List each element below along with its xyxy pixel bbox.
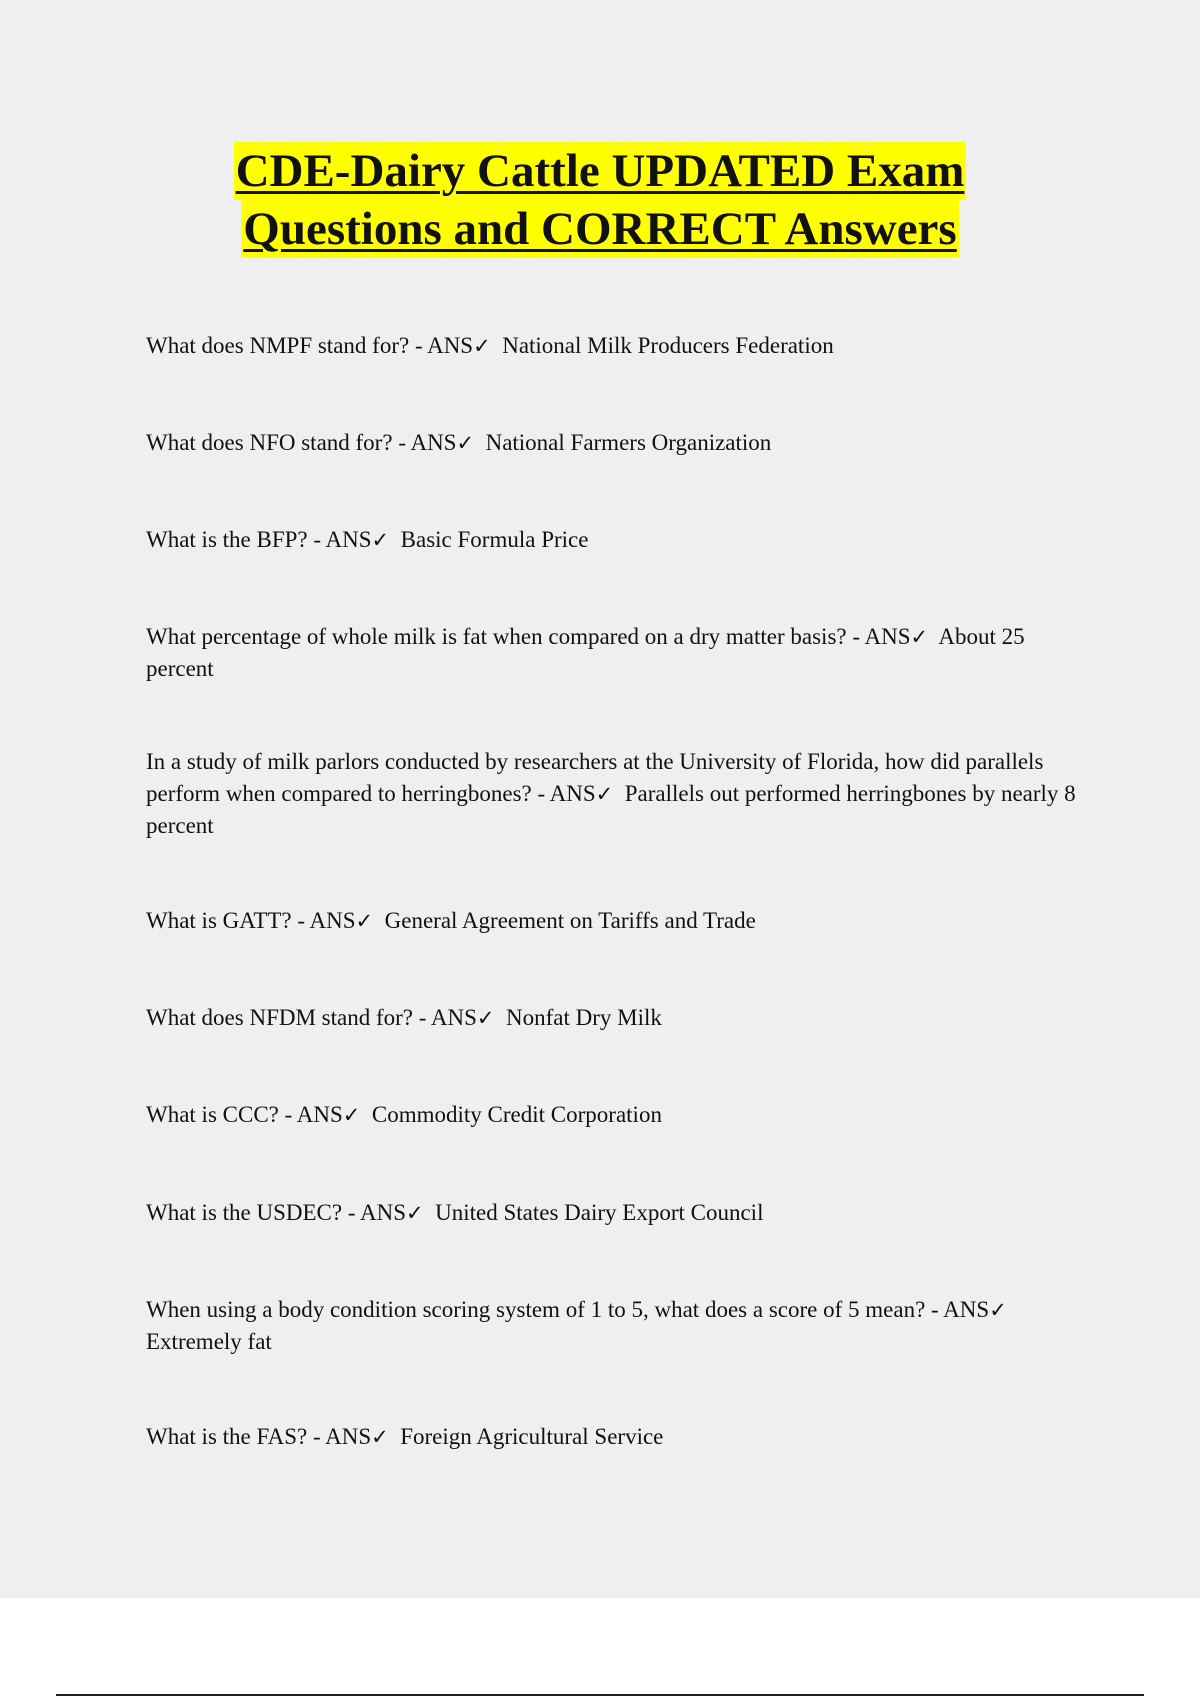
- question-text: What percentage of whole milk is fat when compared on a dry matter basis?: [146, 624, 847, 649]
- answer-marker: - ANS: [312, 1424, 372, 1449]
- answer-text: General Agreement on Tariffs and Trade: [384, 908, 756, 933]
- qa-item: [146, 1294, 1076, 1358]
- answer-text: Foreign Agricultural Service: [400, 1424, 664, 1449]
- answer-marker: - ANS: [284, 1102, 343, 1127]
- check-icon: ✓: [355, 909, 374, 933]
- question-text: What does NMPF stand for?: [146, 333, 410, 358]
- question-text: What is the BFP?: [146, 527, 308, 552]
- qa-item: [146, 621, 1076, 685]
- answer-marker: - ANS: [414, 333, 474, 358]
- check-icon: ✓: [456, 431, 475, 455]
- qa-item: [146, 746, 1076, 842]
- answer-text: United States Dairy Export Council: [435, 1200, 764, 1225]
- question-text: What is the USDEC?: [146, 1200, 343, 1225]
- check-icon: ✓: [406, 1201, 424, 1225]
- answer-marker: - ANS: [931, 1297, 990, 1322]
- qa-item: [146, 330, 1076, 362]
- answer-text: About 25 percent: [146, 624, 1025, 681]
- answer-marker: - ANS: [418, 1005, 477, 1030]
- answer-text: Extremely fat: [146, 1329, 272, 1354]
- answer-marker: - ANS: [852, 624, 911, 649]
- question-text: What is GATT?: [146, 908, 292, 933]
- question-text: What does NFO stand for?: [146, 430, 393, 455]
- qa-item: [146, 905, 1076, 937]
- title-line-2: Questions and CORRECT Answers: [241, 200, 958, 258]
- document-title: [0, 142, 1200, 258]
- qa-item: [146, 1197, 1076, 1229]
- qa-item: [146, 427, 1076, 459]
- answer-text: Basic Formula Price: [400, 527, 589, 552]
- qa-item: [146, 1002, 1076, 1034]
- qa-item: [146, 524, 1076, 556]
- answer-text: Nonfat Dry Milk: [506, 1005, 662, 1030]
- check-icon: ✓: [473, 334, 491, 358]
- title-line-1: CDE-Dairy Cattle UPDATED Exam: [234, 142, 967, 200]
- answer-marker: - ANS: [297, 908, 356, 933]
- check-icon: ✓: [371, 1425, 389, 1449]
- question-text: What is the FAS?: [146, 1424, 308, 1449]
- check-icon: ✓: [989, 1298, 1007, 1322]
- answer-marker: - ANS: [313, 527, 372, 552]
- answer-marker: - ANS: [347, 1200, 407, 1225]
- answer-text: Commodity Credit Corporation: [371, 1102, 662, 1127]
- answer-marker: - ANS: [398, 430, 457, 455]
- footer-divider: [56, 1694, 1144, 1696]
- check-icon: ✓: [910, 625, 929, 649]
- qa-item: [146, 1099, 1076, 1131]
- answer-text: National Farmers Organization: [485, 430, 772, 455]
- answer-text: National Milk Producers Federation: [502, 333, 834, 358]
- check-icon: ✓: [476, 1006, 495, 1030]
- question-text: When using a body condition scoring system of 1 to 5, what does a score of 5 mean?: [146, 1297, 926, 1322]
- check-icon: ✓: [371, 528, 390, 552]
- question-text: What does NFDM stand for?: [146, 1005, 414, 1030]
- check-icon: ✓: [342, 1103, 361, 1127]
- answer-marker: - ANS: [537, 781, 596, 806]
- question-text: What is CCC?: [146, 1102, 279, 1127]
- answer-text: Parallels out performed herringbones by nearly 8 percent: [146, 781, 1076, 838]
- question-text: In a study of milk parlors conducted by researchers at the University of Florida, how did parallels perform when compared to herringbones?: [146, 749, 1044, 806]
- check-icon: ✓: [595, 782, 614, 806]
- qa-item: [146, 1421, 1076, 1453]
